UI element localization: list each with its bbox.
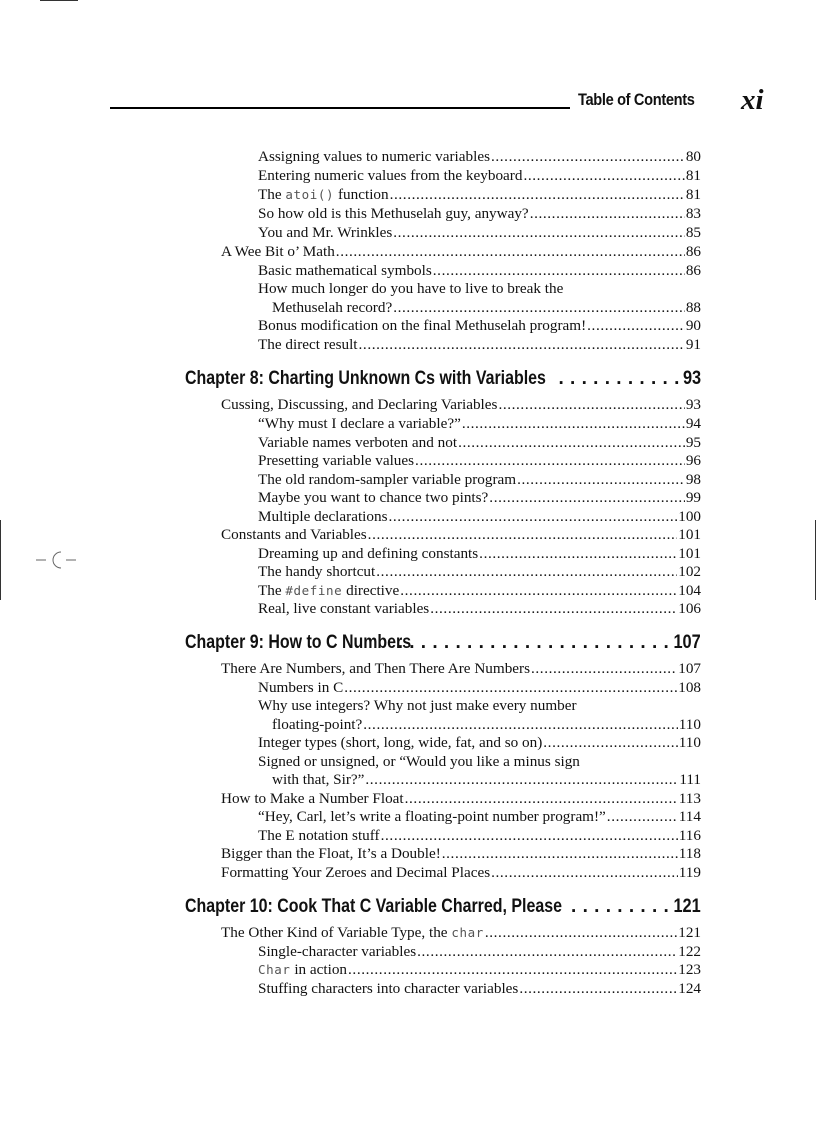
toc-entry: Numbers in C ..... 108 [258, 678, 701, 697]
toc-entry: The handy shortcut ..... 102 [258, 562, 701, 581]
toc-entry-first-line: Signed or unsigned, or “Would you like a minus sign [258, 753, 580, 770]
toc-section: Formatting Your Zeroes and Decimal Places ..... 119 [221, 863, 701, 882]
registration-mark-icon [36, 549, 80, 571]
toc-entry: The atoi() function ..... 81 [258, 185, 701, 204]
toc-entry: floating-point? ..... 110 [272, 715, 701, 734]
toc-entry-first-line: How much longer do you have to live to break the [258, 280, 564, 297]
code-char-capital: Char [258, 962, 291, 977]
toc-entry: Multiple declarations ..... 100 [258, 507, 701, 526]
toc-entry: Presetting variable values ..... 96 [258, 451, 701, 470]
toc-section: The Other Kind of Variable Type, the char ..... 121 [221, 923, 701, 942]
code-char: char [451, 925, 484, 940]
toc-entry: Assigning values to numeric variables ..... 80 [258, 147, 701, 166]
toc-entry: Variable names verboten and not ..... 95 [258, 433, 701, 452]
toc-entry: Basic mathematical symbols ..... 86 [258, 261, 701, 280]
running-head-title: Table of Contents [578, 90, 695, 109]
toc-section: A Wee Bit o’ Math ..... 86 [221, 242, 701, 261]
code-atoi: atoi() [285, 187, 335, 202]
toc-entry: “Hey, Carl, let’s write a floating-point number program!” ..... 114 [258, 807, 701, 826]
toc-section: Constants and Variables ..... 101 [221, 525, 701, 544]
toc-entry: The E notation stuff ..... 116 [258, 826, 701, 845]
toc-section: Bigger than the Float, It’s a Double! ..... 118 [221, 844, 701, 863]
toc-section: There Are Numbers, and Then There Are Numbers ..... 107 [221, 659, 701, 678]
toc-entry: The direct result ..... 91 [258, 335, 701, 354]
toc-entry: Dreaming up and defining constants ..... 101 [258, 544, 701, 563]
toc-entry: Char in action ..... 123 [258, 960, 701, 979]
chapter-heading: Chapter 9: How to C Numbers . . . 107 [185, 631, 701, 655]
toc-entry: The old random-sampler variable program ..... 98 [258, 470, 701, 489]
chapter-heading: Chapter 8: Charting Unknown Cs with Variables . . . 93 [185, 367, 701, 391]
toc-entry: Maybe you want to chance two pints? ..... 99 [258, 488, 701, 507]
crop-mark-left [0, 520, 1, 600]
toc-section: How to Make a Number Float ..... 113 [221, 789, 701, 808]
toc-entry: with that, Sir?” ..... 111 [272, 770, 701, 789]
toc-entry: Methuselah record? ..... 88 [272, 298, 701, 317]
toc-entry: So how old is this Methuselah guy, anyway? ..... 83 [258, 204, 701, 223]
toc-entry-first-line: Why use integers? Why not just make every number [258, 697, 577, 714]
toc-entry: “Why must I declare a variable?” ..... 94 [258, 414, 701, 433]
header-rule [110, 107, 570, 109]
toc-section: Cussing, Discussing, and Declaring Variables ..... 93 [221, 395, 701, 414]
code-define: #define [285, 583, 343, 598]
toc-entry: Entering numeric values from the keyboard ..... 81 [258, 166, 701, 185]
toc-entry: You and Mr. Wrinkles ..... 85 [258, 223, 701, 242]
toc-entry: Stuffing characters into character variables ..... 124 [258, 979, 701, 998]
folio-page-number: xi [741, 84, 764, 116]
toc-entry: Bonus modification on the final Methuselah program! ..... 90 [258, 316, 701, 335]
chapter-heading: Chapter 10: Cook That C Variable Charred, Please . . . 121 [185, 895, 701, 919]
toc-entry: Single-character variables ..... 122 [258, 942, 701, 961]
toc-entry: The #define directive ..... 104 [258, 581, 701, 600]
crop-mark-top [40, 0, 78, 1]
toc-entry: Integer types (short, long, wide, fat, and so on) ..... 110 [258, 733, 701, 752]
toc-entry: Real, live constant variables ..... 106 [258, 599, 701, 618]
